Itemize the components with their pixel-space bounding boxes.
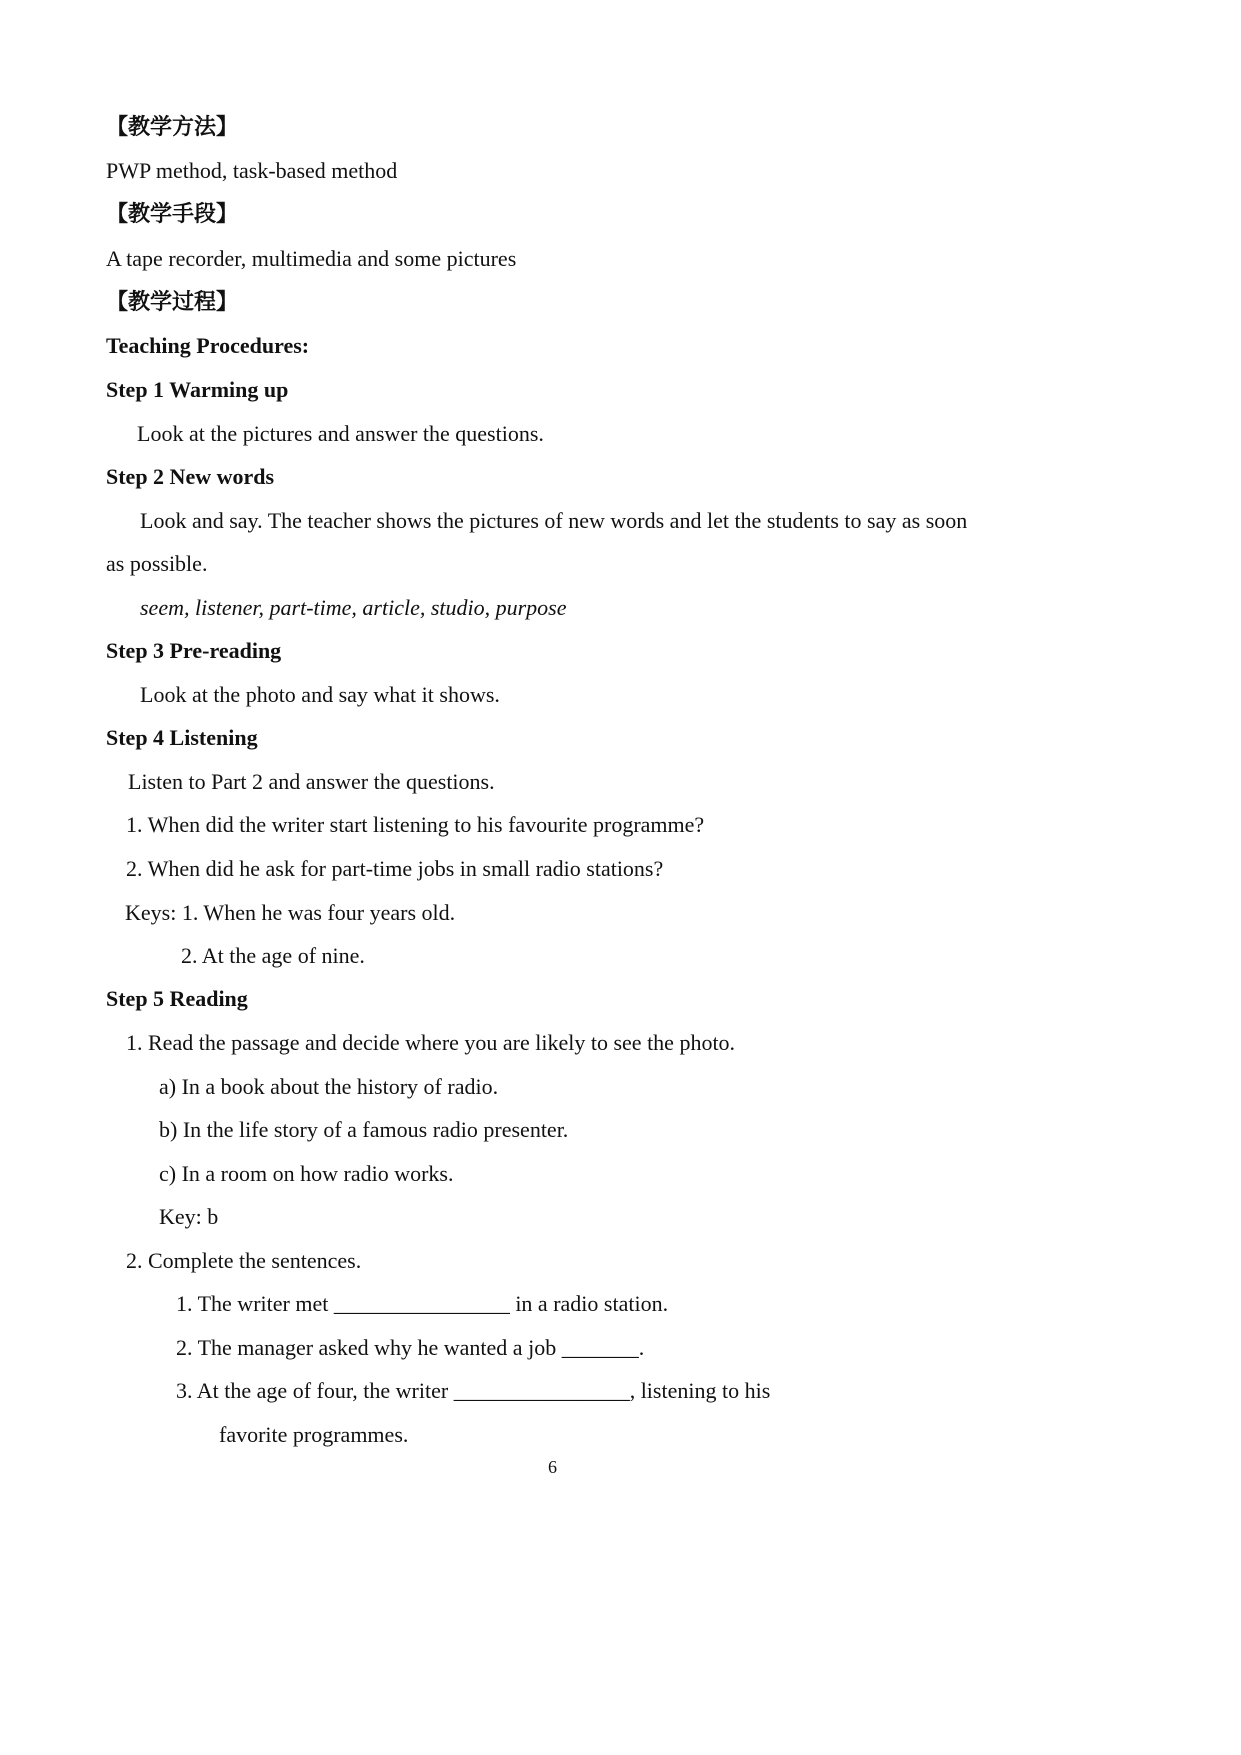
step5-task-2: 2. Complete the sentences.: [126, 1248, 362, 1273]
step3-text: Look at the photo and say what it shows.: [140, 682, 500, 707]
step5-option-c: c) In a room on how radio works.: [159, 1161, 454, 1186]
step5-option-a: a) In a book about the history of radio.: [159, 1074, 499, 1099]
step2-text-line2: as possible.: [106, 551, 208, 576]
step4-heading: Step 4 Listening: [106, 725, 258, 750]
step4-keys-1: Keys: 1. When he was four years old.: [125, 900, 456, 925]
procedures-heading: Teaching Procedures:: [106, 333, 310, 358]
step5-key: Key: b: [159, 1204, 219, 1229]
step4-intro: Listen to Part 2 and answer the questions.: [128, 769, 495, 794]
step5-heading: Step 5 Reading: [106, 986, 248, 1011]
aids-heading: 【教学手段】: [106, 201, 239, 226]
step2-text-line1: Look and say. The teacher shows the pictures of new words and let the students to say as soon: [140, 508, 968, 533]
step1-text: Look at the pictures and answer the questions.: [137, 421, 544, 446]
step5-task-1: 1. Read the passage and decide where you are likely to see the photo.: [126, 1030, 736, 1055]
step5-sentence-3-continued: favorite programmes.: [219, 1422, 409, 1447]
step2-word-list: seem, listener, part-time, article, studio, purpose: [140, 595, 567, 620]
methods-text: PWP method, task-based method: [106, 158, 398, 183]
step2-heading: Step 2 New words: [106, 464, 275, 489]
methods-heading: 【教学方法】: [106, 114, 239, 139]
step3-heading: Step 3 Pre-reading: [106, 638, 282, 663]
step5-sentence-1: 1. The writer met ________________ in a radio station.: [176, 1291, 669, 1316]
step5-option-b: b) In the life story of a famous radio presenter.: [159, 1117, 569, 1142]
page-number: 6: [548, 1457, 557, 1477]
aids-text: A tape recorder, multimedia and some pictures: [106, 246, 517, 271]
step5-sentence-2: 2. The manager asked why he wanted a job _______.: [176, 1335, 645, 1360]
step4-keys-2: 2. At the age of nine.: [181, 943, 365, 968]
step4-question-2: 2. When did he ask for part-time jobs in small radio stations?: [126, 856, 664, 881]
process-heading: 【教学过程】: [106, 289, 239, 314]
step4-question-1: 1. When did the writer start listening to his favourite programme?: [126, 812, 705, 837]
step1-heading: Step 1 Warming up: [106, 377, 289, 402]
step5-sentence-3: 3. At the age of four, the writer ________________, listening to his: [176, 1378, 771, 1403]
